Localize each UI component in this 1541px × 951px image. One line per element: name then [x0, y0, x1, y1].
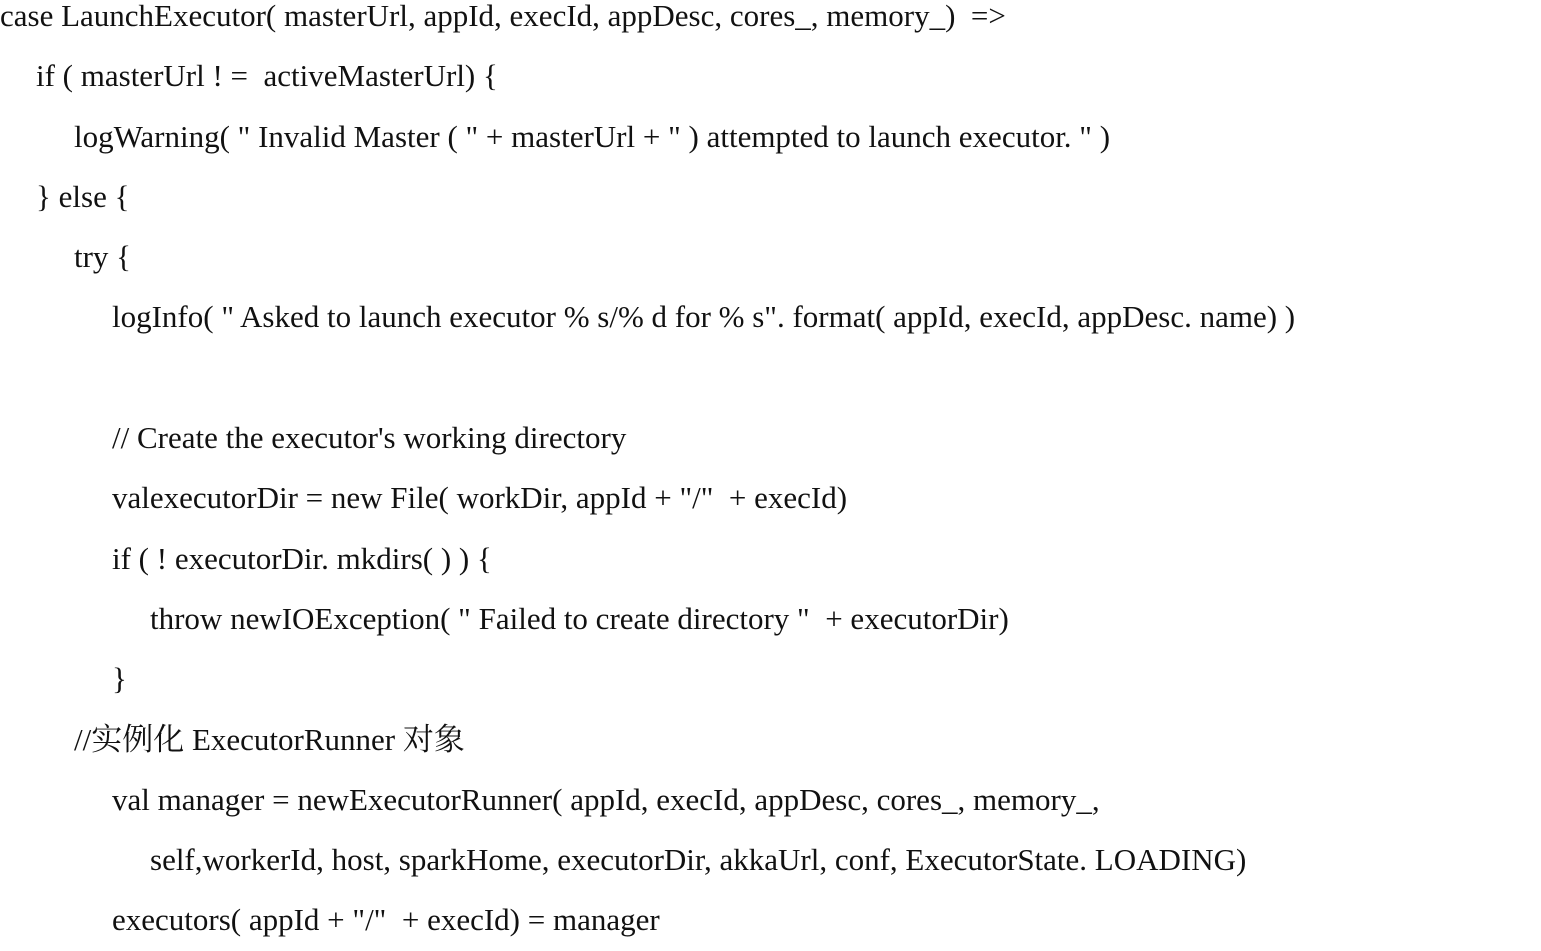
- code-line: [0, 649, 1541, 709]
- code-comment-line: [0, 408, 1541, 468]
- code-line: [0, 0, 1541, 46]
- code-line: [0, 830, 1541, 890]
- code-line-text: throw newIOException( " Failed to create directory " + executorDir): [150, 600, 1009, 636]
- code-comment-text: //实例化 ExecutorRunner 对象: [74, 721, 465, 757]
- code-line-text: valexecutorDir = new File( workDir, appId + "/" + execId): [112, 480, 848, 516]
- code-comment-line: [0, 710, 1541, 770]
- code-line: [0, 589, 1541, 649]
- blank-line: [0, 348, 1541, 408]
- code-comment-text: // Create the executor's working directory: [112, 420, 627, 456]
- code-line-text: logInfo( " Asked to launch executor % s/% d for % s". format( appId, execId, appDesc. name) ): [112, 299, 1296, 335]
- code-line-text: self,workerId, host, sparkHome, executorDir, akkaUrl, conf, ExecutorState. LOADING): [150, 842, 1247, 878]
- code-line-text: if ( ! executorDir. mkdirs( ) ) {: [112, 540, 492, 576]
- code-line: [0, 468, 1541, 528]
- code-line-text: case LaunchExecutor( masterUrl, appId, execId, appDesc, cores_, memory_) =>: [0, 0, 1006, 33]
- code-line-text: try {: [74, 239, 132, 275]
- code-line-text: }: [112, 661, 127, 697]
- code-line-text: } else {: [36, 178, 130, 214]
- code-line: [0, 529, 1541, 589]
- code-line-text: executors( appId + "/" + execId) = manager: [112, 902, 660, 938]
- code-line: [0, 890, 1541, 950]
- code-line: [0, 770, 1541, 830]
- code-line: [0, 167, 1541, 227]
- code-line: [0, 107, 1541, 167]
- code-line-text: if ( masterUrl ! = activeMasterUrl) {: [36, 58, 498, 94]
- code-line: [0, 287, 1541, 347]
- code-line-text: val manager = newExecutorRunner( appId, execId, appDesc, cores_, memory_,: [112, 781, 1100, 817]
- code-line: [0, 46, 1541, 106]
- code-line-text: logWarning( " Invalid Master ( " + masterUrl + " ) attempted to launch executor. " ): [74, 118, 1111, 154]
- code-line: [0, 227, 1541, 287]
